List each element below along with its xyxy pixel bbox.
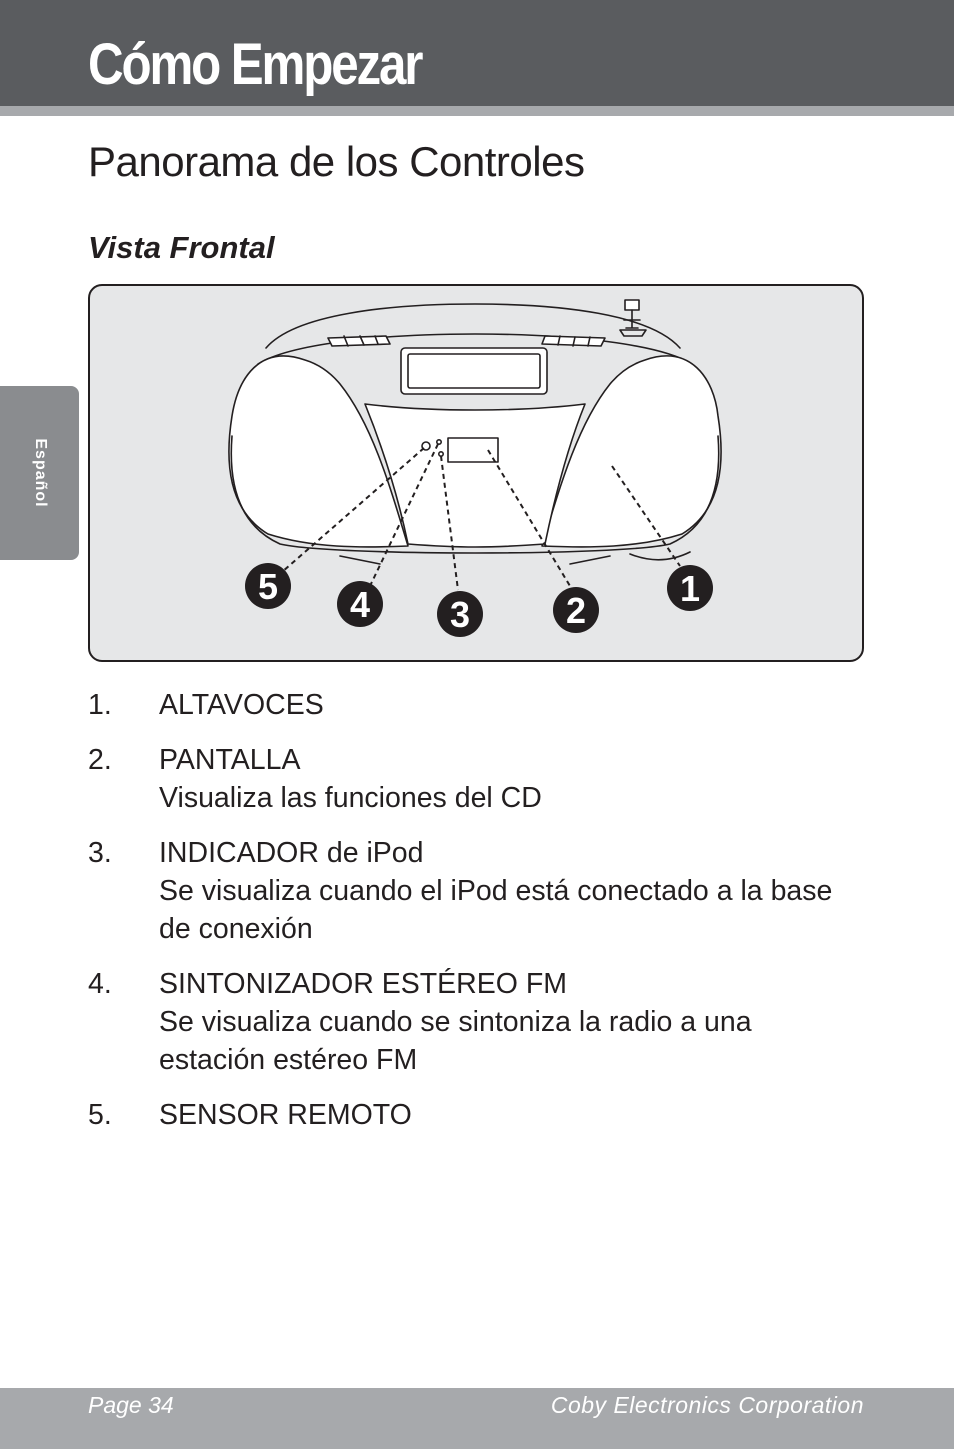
section-title: Panorama de los Controles	[88, 138, 585, 185]
boombox-diagram	[90, 286, 864, 662]
item-label: SINTONIZADOR ESTÉREO FM	[159, 968, 568, 1000]
list-item	[88, 741, 858, 817]
header-accent-band	[0, 106, 954, 116]
item-number: 3.	[88, 837, 112, 869]
display-window	[448, 438, 498, 462]
item-number: 5.	[88, 1099, 112, 1131]
item-label: INDICADOR de iPod	[159, 837, 424, 869]
callout-number: 5	[257, 566, 279, 607]
callout-2	[553, 587, 599, 633]
item-label: ALTAVOCES	[159, 689, 324, 721]
item-number: 1.	[88, 689, 112, 721]
callout-number: 1	[679, 568, 701, 609]
boombox-feet	[340, 552, 690, 564]
dock-slot	[401, 348, 547, 394]
section-subtitle: Vista Frontal	[88, 230, 275, 265]
callout-number: 3	[449, 594, 471, 635]
front-view-figure	[88, 284, 864, 662]
left-speaker	[229, 356, 408, 547]
list-item	[88, 686, 858, 724]
item-number: 2.	[88, 744, 112, 776]
page-title: Cómo Empezar	[88, 32, 422, 97]
callout-4	[337, 581, 383, 627]
callout-1	[667, 565, 713, 611]
fm-stereo-indicator	[437, 440, 441, 444]
callout-3	[437, 591, 483, 637]
item-label: PANTALLA	[159, 744, 301, 776]
list-item	[88, 965, 858, 1079]
item-description: Visualiza las funciones del CD	[159, 782, 542, 814]
boombox-top-deck	[266, 304, 680, 348]
ipod-indicator	[439, 452, 443, 456]
callout-number: 2	[565, 590, 587, 631]
item-number: 4.	[88, 968, 112, 1000]
list-item	[88, 834, 858, 948]
top-buttons-left	[328, 336, 390, 346]
page-number: Page 34	[88, 1392, 174, 1418]
callout-number: 4	[349, 584, 371, 625]
controls-list	[88, 686, 858, 1151]
callout-5	[245, 563, 291, 609]
item-label: SENSOR REMOTO	[159, 1099, 412, 1131]
list-item	[88, 1096, 858, 1134]
language-tab-label: Español	[32, 438, 49, 508]
item-description: Se visualiza cuando el iPod está conectado a la base de conexión	[159, 875, 833, 945]
item-description: Se visualiza cuando se sintoniza la radio a una estación estéreo FM	[159, 1006, 752, 1076]
company-name: Coby Electronics Corporation	[550, 1392, 864, 1418]
antenna	[620, 300, 646, 336]
